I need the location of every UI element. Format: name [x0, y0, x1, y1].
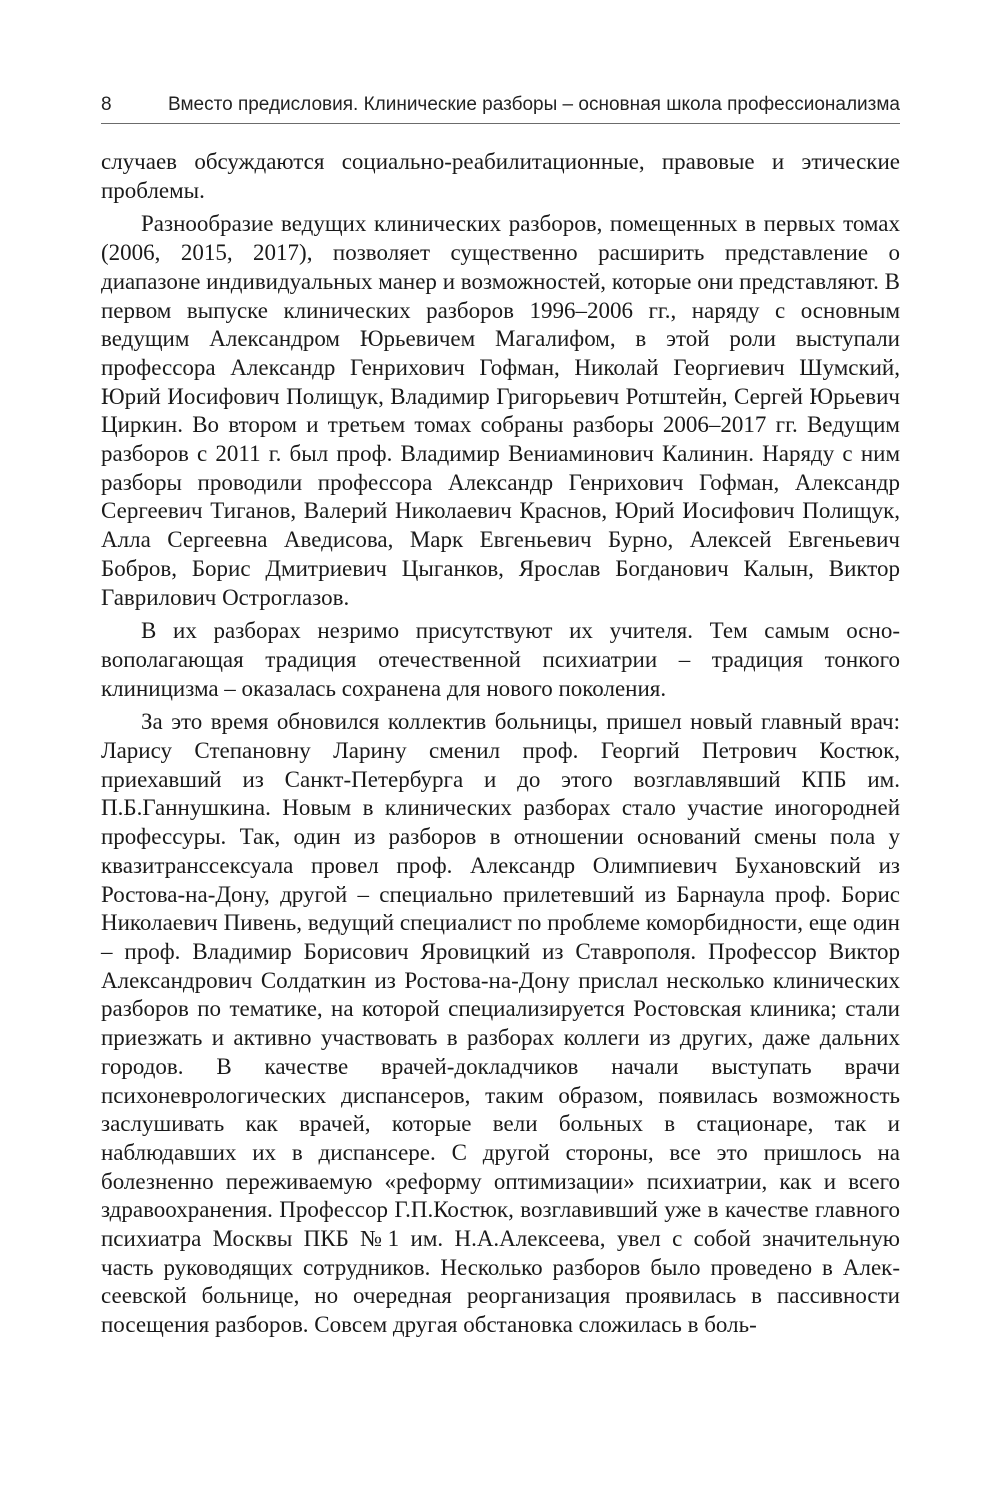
paragraph: За это время обновился коллектив больницы, пришел новый главный врач: Ларису Степановну Ларину сменил проф. Георгий Петрович Костюк, приехавший из Санкт-Петербурга и до этого возглавлявший КПБ им. П.Б.Ганнушкина. Новым в клинических разборах стало участие иногородней профессуры. Так, один из разборов в отношении оснований смены пола у квазитранссексуала провел проф. Александр Олимпиевич Бухановский из Ростова-на-Дону, другой – специально прилетевший из Барнаула проф. Борис Николаевич Пивень, ведущий специалист по проблеме коморбидности, еще один – проф. Владимир Борисович Яровицкий из Ставрополя. Профессор Виктор Александрович Солдаткин из Ростова-на-Дону прислал несколько клинических разборов по тематике, на которой специализируется Ростовская клиника; стали приезжать и активно участвовать в разборах коллеги из других, даже дальних городов. В качестве врачей-докладчиков начали выступать врачи психоневрологических диспансеров, таким образом, появилась возможность заслушивать как врачей, которые вели больных в стационаре, так и наблюдавших их в диспансере. С другой стороны, все это пришлось на болезненно переживаемую «реформу оптимизации» психиатрии, как и всего здравоохранения. Профессор Г.П.Костюк, возглавивший уже в качестве главного психиатра Москвы ПКБ №1 им. Н.А.Алексеева, увел с собой значительную часть руководящих сотрудников. Несколько разборов было проведено в Алексеевской больнице, но очередная реорганизация проявилась в пассивности посещения разборов. Совсем другая обстановка сложилась в боль- [101, 709, 900, 1338]
page-number: 8 [101, 94, 112, 115]
running-header [101, 88, 900, 124]
paragraph: Разнообразие ведущих клинических разборов, помещенных в первых томах (2006, 2015, 2017), позволяет существенно расширить представление о диапазоне индивидуальных манер и возможностей, которые они представляют. В первом выпуске клинических разборов 1996–2006 гг., наряду с основным ведущим Александром Юрьевичем Магалифом, в этой роли выступали профессора Александр Генрихович Гофман, Николай Георгиевич Шумский, Юрий Иосифович Полищук, Владимир Григорьевич Ротштейн, Сергей Юрьевич Циркин. Во втором и третьем томах собраны разборы 2006–2017 гг. Ведущим разборов с 2011 г. был проф. Владимир Вениаминович Калинин. Наряду с ним разборы проводили профессора Александр Генрихович Гофман, Александр Сергеевич Тиганов, Валерий Николаевич Краснов, Юрий Иосифович Полищук, Алла Сергеевна Аведисова, Марк Евгеньевич Бурно, Алексей Евгеньевич Бобров, Борис Дмитриевич Цыганков, Ярослав Богданович Калын, Виктор Гаврилович Остроглазов. [101, 211, 900, 610]
body-text [101, 148, 900, 1345]
paragraph: В их разборах незримо присутствуют их учителя. Тем самым основополагающая традиция отечественной психиатрии – традиция тонкого клиницизма – оказалась сохранена для нового поколения. [101, 618, 900, 701]
running-title: Вместо предисловия. Клинические разборы – основная школа профессионализма [168, 94, 900, 115]
paragraph-continuation: случаев обсуждаются социально-реабилитационные, правовые и этические проблемы. [101, 149, 900, 203]
